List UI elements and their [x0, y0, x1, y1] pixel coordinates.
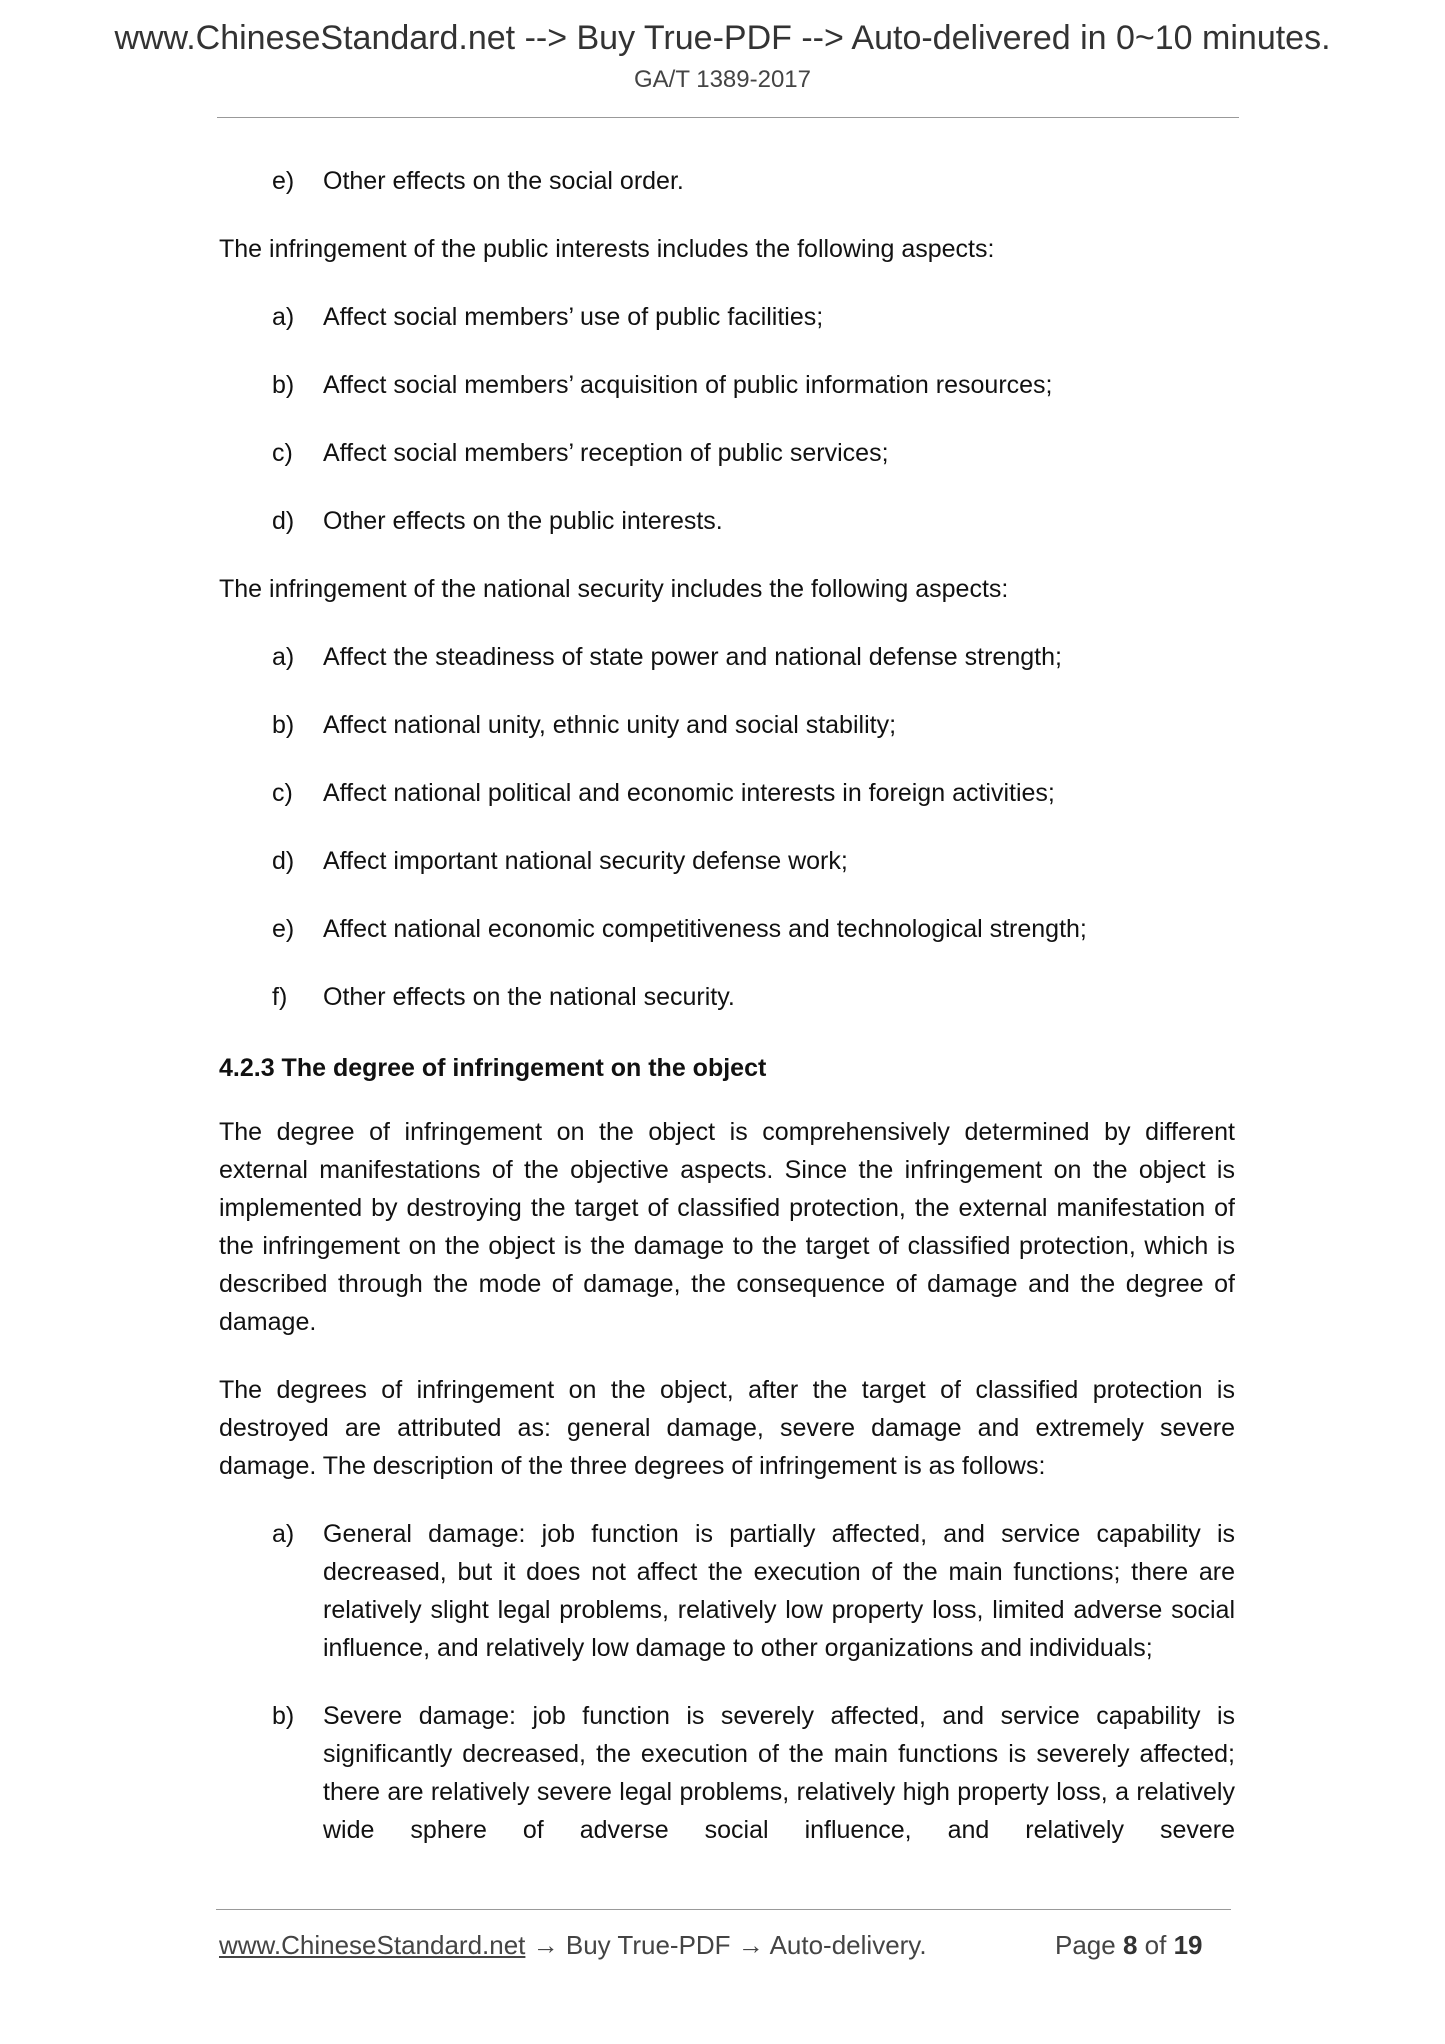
list-item [272, 1697, 1235, 1849]
list-text: Affect social members’ acquisition of public information resources; [323, 371, 1053, 399]
footer-divider [216, 1909, 1231, 1910]
list-label: d) [272, 847, 295, 875]
page-indicator [1055, 1930, 1203, 1961]
header-banner: www.ChineseStandard.net --> Buy True-PDF --> Auto-delivered in 0~10 minutes. [114, 19, 1331, 57]
list-item [272, 298, 1235, 336]
list-label: c) [272, 779, 293, 807]
list-label: b) [272, 711, 295, 739]
list-item [272, 978, 1235, 1016]
section-heading: 4.2.3 The degree of infringement on the object [219, 1054, 767, 1082]
list-text: Severe damage: job function is severely affected, and service capability is significantly decreased, the execution of the main functions is severely affected; there are relatively severe legal problems, relatively high property loss, a relatively wide sphere of adverse social influence, and relatively severe [323, 1702, 1235, 1844]
standard-number: GA/T 1389-2017 [633, 66, 811, 93]
list-text: Affect national economic competitiveness and technological strength; [323, 915, 1087, 943]
list-label: b) [272, 371, 295, 399]
list-label: d) [272, 507, 295, 535]
list-item [272, 366, 1235, 404]
list-item [272, 910, 1235, 948]
list-label: a) [272, 303, 295, 331]
list-item [272, 502, 1235, 540]
list-label: a) [272, 1520, 295, 1548]
paragraph: The degree of infringement on the object is comprehensively determined by different external manifestations of the objective aspects. Since the infringement on the object is implemented by destroying the target of classified protection, the external manifestation of the infringement on the object is the damage to the target of classified protection, which is described through the mode of damage, the consequence of damage and the degree of damage. [219, 1118, 1235, 1336]
list-item [272, 638, 1235, 676]
list-label: b) [272, 1702, 295, 1730]
list-text: Affect national unity, ethnic unity and social stability; [323, 711, 897, 739]
list-label: e) [272, 167, 295, 195]
of-word: of [1144, 1930, 1167, 1960]
list-item [272, 774, 1235, 812]
list-item [272, 434, 1235, 472]
list-text: Affect important national security defense work; [323, 847, 848, 875]
list-label: c) [272, 439, 293, 467]
list-label: a) [272, 643, 295, 671]
national-intro: The infringement of the national security includes the following aspects: [219, 575, 1009, 603]
list-text: Affect national political and economic interests in foreign activities; [323, 779, 1055, 807]
list-label: f) [272, 983, 288, 1011]
header-divider [217, 117, 1239, 118]
list-item [272, 1515, 1235, 1667]
list-item [272, 162, 1235, 200]
public-intro: The infringement of the public interests includes the following aspects: [219, 235, 995, 263]
list-item [272, 706, 1235, 744]
list-text: Other effects on the social order. [323, 167, 684, 195]
list-text: Affect the steadiness of state power and national defense strength; [323, 643, 1062, 671]
page-word: Page [1055, 1930, 1116, 1960]
footer-text: → Buy True-PDF → Auto-delivery. [525, 1930, 927, 1960]
list-label: e) [272, 915, 295, 943]
site-link[interactable]: www.ChineseStandard.net [219, 1930, 526, 1960]
document-body [219, 162, 1235, 1849]
footer-left [219, 1930, 927, 1961]
list-text: Affect social members’ reception of public services; [323, 439, 889, 467]
paragraph: The degrees of infringement on the object, after the target of classified protection is destroyed are attributed as: general damage, severe damage and extremely severe damage. The description of the three degrees of infringement is as follows: [219, 1376, 1235, 1480]
list-text: Affect social members’ use of public facilities; [323, 303, 824, 331]
list-text: General damage: job function is partially affected, and service capability is decreased, but it does not affect the execution of the main functions; there are relatively slight legal problems, relatively low property loss, limited adverse social influence, and relatively low damage to other organizations and individuals; [323, 1520, 1235, 1662]
total-pages: 19 [1173, 1930, 1203, 1960]
list-text: Other effects on the public interests. [323, 507, 723, 535]
list-item [272, 842, 1235, 880]
page-number: 8 [1122, 1930, 1138, 1960]
list-text: Other effects on the national security. [323, 983, 735, 1011]
